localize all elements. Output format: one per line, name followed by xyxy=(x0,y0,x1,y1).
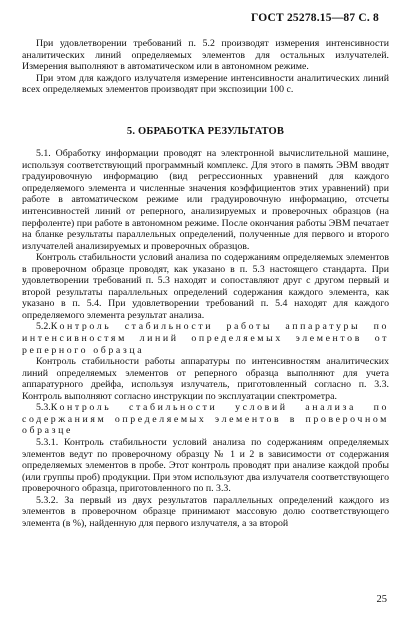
subsection-5-2-heading xyxy=(22,321,389,356)
page-number: 25 xyxy=(376,594,387,605)
subsection-title: Контроль стабильности условий анализа по содержаниям определяемых элементов в проверочном образце xyxy=(22,402,389,437)
paragraph-5-1: 5.1. Обработку информации проводят на электронной вычислительной машине, используя соответствующий программный комплекс. Для этого в память ЭВМ вводят градуировочную информацию (вид регрессионных уравнений для каждого определяемого элемента и численные значения коэффициентов этих уравнений) при работе в автоматическом режиме или градуировочную информацию, отсчеты интенсивностей линий от реперного, анализируемых и проверочных образцов (на перфоленте) при работе в автономном режиме. После окончания работы ЭВМ печатает на бланке результаты параллельных определений, полученные для первого и второго излучателей анализируемых и проверочных образцов. xyxy=(22,148,389,252)
paragraph: При удовлетворении требований п. 5.2 производят измерения интенсивности аналитических линий определяемых элементов для остальных излучателей. Измерения выполняют в автоматическом или в автономном режиме. xyxy=(22,38,389,73)
subsection-number: 5.3. xyxy=(36,402,51,414)
page-header: ГОСТ 25278.15—87 С. 8 xyxy=(251,12,379,24)
paragraph-5-3-1: 5.3.1. Контроль стабильности условий анализа по содержаниям определяемых элементов ведут по проверочному образцу № 1 и 2 в зависимости от содержания определяемых элементов в пробе. Этот контроль проводят при анализе каждой пробы (или группы проб) продукции. При этом используют два излучателя соответствующего проверочного образца, приготовленного по п. 3.3. xyxy=(22,436,389,495)
subsection-title: Контроль стабильности работы аппаратуры по интенсивностям линий определяемых элементов от реперного образца xyxy=(22,321,389,356)
paragraph-5-3-2: 5.3.2. За первый из двух результатов параллельных определений каждого из элементов в проверочном образце принимают массовую долю соответствующего элемента (в %), найденную для первого излучателя, а за второй xyxy=(22,494,389,529)
paragraph-5-2: Контроль стабильности работы аппаратуры по интенсивностям аналитических линий определяемых элементов от реперного образца выполняют для учета аппаратурного дрейфа, используя излучатель, приготовленный согласно п. 3.3. Контроль выполняют согласно инструкции по эксплуатации спектрометра. xyxy=(22,356,389,402)
section-title: 5. ОБРАБОТКА РЕЗУЛЬТАТОВ xyxy=(126,125,285,137)
document-body xyxy=(22,38,389,529)
subsection-5-3-heading xyxy=(22,402,389,437)
subsection-number: 5.2. xyxy=(36,321,51,333)
paragraph: При этом для каждого излучателя измерение интенсивности аналитических линий всех определяемых элементов производят при экспозиции 100 с. xyxy=(22,72,389,96)
paragraph-control: Контроль стабильности условий анализа по содержаниям определяемых элементов в проверочном образце проводят, как указано в п. 5.3 настоящего стандарта. При удовлетворении требований п. 5.3 находят и сопоставляют друг с другом первый и второй результаты параллельных определений содержания каждого элемента, как указано в п. 5.4. При удовлетворении требований п. 5.4 находят для каждого определяемого элемента результат анализа. xyxy=(22,252,389,321)
